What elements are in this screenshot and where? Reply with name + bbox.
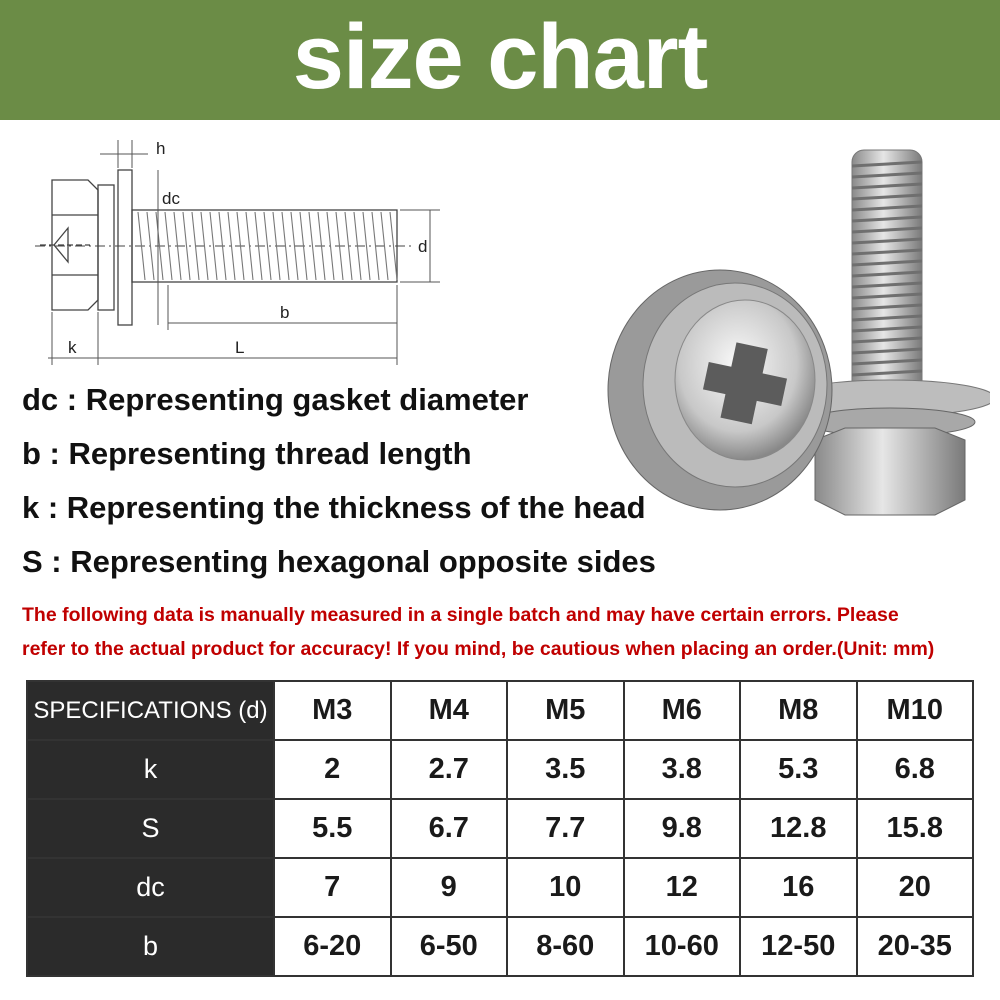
thread-line (147, 212, 154, 280)
row-label: S (27, 799, 274, 858)
table-cell: 12 (624, 858, 741, 917)
specification-table (26, 680, 974, 977)
row-label: b (27, 917, 274, 976)
table-cell: 12.8 (740, 799, 857, 858)
size-cell: M5 (507, 681, 624, 740)
screw-dimension-diagram (30, 140, 450, 370)
label-dc: dc (162, 189, 180, 208)
page-title: size chart (292, 6, 708, 108)
table-cell: 6.7 (391, 799, 508, 858)
spec-header-label: SPECIFICATIONS (d) (27, 681, 274, 740)
size-cell: M3 (274, 681, 391, 740)
measurement-notice (22, 598, 982, 666)
size-cell: M4 (391, 681, 508, 740)
table-row (27, 858, 973, 917)
table-cell: 3.5 (507, 740, 624, 799)
table-cell: 6-20 (274, 917, 391, 976)
table-cell: 16 (740, 858, 857, 917)
label-L: L (235, 338, 245, 357)
table-cell: 7.7 (507, 799, 624, 858)
table-cell: 10-60 (624, 917, 741, 976)
table-cell: 20 (857, 858, 974, 917)
table-cell: 9.8 (624, 799, 741, 858)
table-cell: 20-35 (857, 917, 974, 976)
label-b: b (280, 303, 290, 322)
size-cell: M10 (857, 681, 974, 740)
size-cell: M8 (740, 681, 857, 740)
table-row (27, 917, 973, 976)
table-cell: 6.8 (857, 740, 974, 799)
table-row (27, 740, 973, 799)
notice-line-1: The following data is manually measured in a single batch and may have certain errors. Please (22, 604, 899, 626)
table-cell: 8-60 (507, 917, 624, 976)
legend-b: b : Representing thread length (22, 436, 472, 471)
table-cell: 12-50 (740, 917, 857, 976)
table-cell: 5.5 (274, 799, 391, 858)
table-cell: 6-50 (391, 917, 508, 976)
table-cell: 7 (274, 858, 391, 917)
row-label: dc (27, 858, 274, 917)
table-row (27, 799, 973, 858)
table-cell: 3.8 (624, 740, 741, 799)
table-cell: 9 (391, 858, 508, 917)
row-label: k (27, 740, 274, 799)
thread-line (246, 212, 253, 280)
label-k: k (68, 338, 77, 357)
size-cell: M6 (624, 681, 741, 740)
legend-dc: dc : Representing gasket diameter (22, 382, 529, 417)
table-cell: 5.3 (740, 740, 857, 799)
label-h: h (156, 140, 166, 158)
table-cell: 10 (507, 858, 624, 917)
legend (22, 378, 702, 594)
legend-s: S : Representing hexagonal opposite sides (22, 544, 656, 579)
notice-line-2: refer to the actual product for accuracy! If you mind, be cautious when placing an order.(Unit: mm) (22, 638, 935, 660)
title-banner (0, 0, 1000, 120)
table-cell: 15.8 (857, 799, 974, 858)
table-header-row (27, 681, 973, 740)
legend-k: k : Representing the thickness of the head (22, 490, 646, 525)
thread-line (327, 212, 334, 280)
table-cell: 2.7 (391, 740, 508, 799)
label-d: d (418, 237, 428, 256)
table-cell: 2 (274, 740, 391, 799)
